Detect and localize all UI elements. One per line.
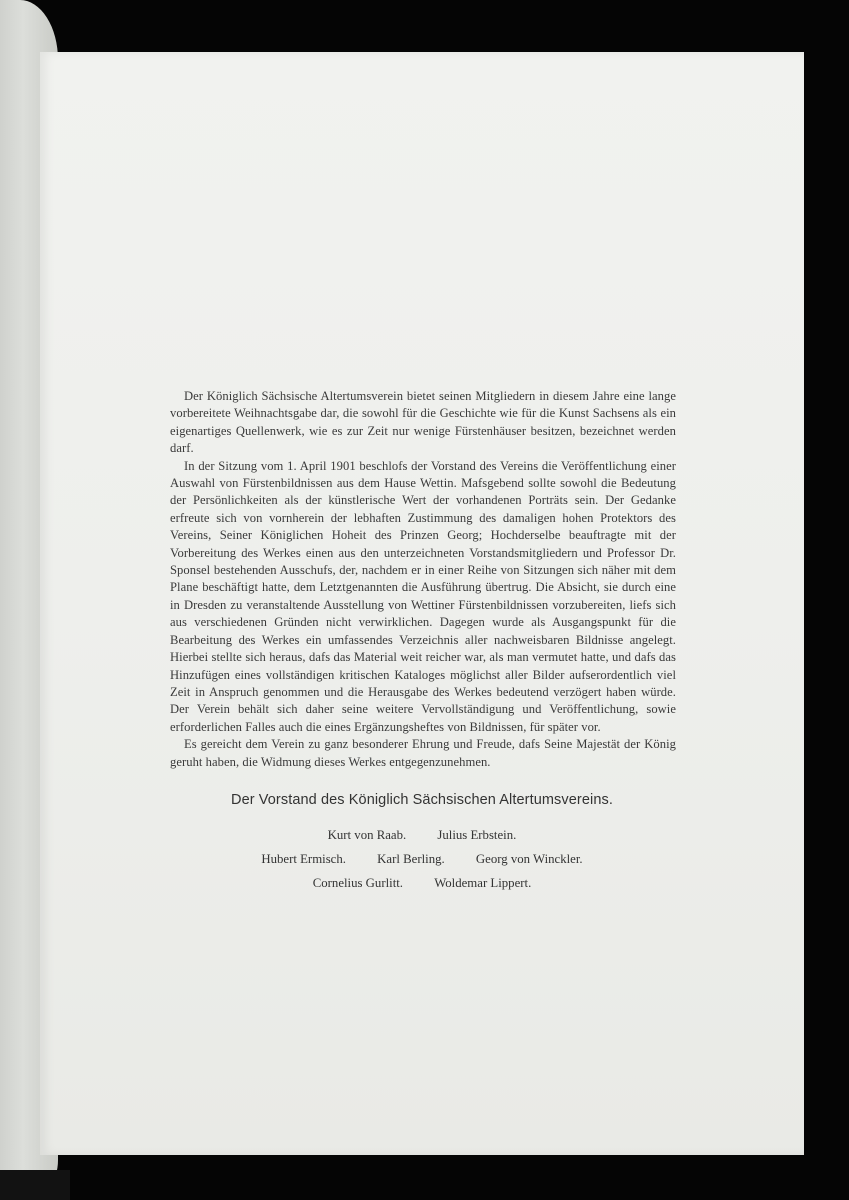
signatory-name: Karl Berling.: [377, 852, 445, 866]
background-shadow: [0, 1170, 70, 1200]
signatory-name: Hubert Ermisch.: [261, 852, 346, 866]
signature-row-1: [40, 828, 804, 843]
paragraph-3: Es gereicht dem Verein zu ganz besonderer Ehrung und Freude, dafs Seine Majestät der König geruht haben, die Widmung dieses Werkes entgegenzunehmen.: [170, 737, 676, 769]
signatory-name: Cornelius Gurlitt.: [312, 876, 404, 890]
signatory-name: Woldemar Lippert.: [434, 876, 532, 890]
paragraph-2: In der Sitzung vom 1. April 1901 beschlofs der Vorstand des Vereins die Veröffentlichung einer Auswahl von Fürstenbildnissen aus dem Hause Wettin. Mafsgebend sollte sowohl die Bedeutung der Persönlichkeiten als der künstlerische Wert der vorhandenen Porträts sein. Der Gedanke erfreute sich von vornherein der lebhaften Zustimmung des damaligen hohen Protektors des Vereins, Seiner Königlichen Hoheit des Prinzen Georg; Hochderselbe beauftragte mit der Vorbereitung des Werkes einen aus den unterzeichneten Vorstandsmitgliedern und Professor Dr. Sponsel bestehenden Ausschufs, der, nachdem er in einer Reihe von Sitzungen sich näher mit dem Plane beschäftigt hatte, dem Letztgenannten die Ausführung übertrug. Die Absicht, sie durch eine in Dresden zu veranstaltende Ausstellung von Wettiner Fürstenbildnissen vorzubereiten, liefs sich aus verschiedenen Gründen nicht verwirklichen. Dagegen wurde als Ausgangspunkt für die Bearbeitung des Werkes ein umfassendes Verzeichnis aller nachweisbaren Bildnisse angelegt. Hierbei stellte sich heraus, dafs das Material weit reicher war, als man vermutet hatte, und dafs das Hinzufügen eines vollständigen kritischen Kataloges möglichst aller Bilder aufserordentlich viel Zeit in Anspruch genommen und die Herausgabe des Werkes bedeutend verzögert haben würde. Der Verein behält sich daher seine weitere Vervollständigung und Veröffentlichung, sowie erforderlichen Falles auch die eines Ergänzungsheftes von Bildnissen, für später vor.: [170, 458, 676, 734]
signatory-name: Julius Erbstein.: [437, 828, 517, 842]
book-page: [40, 52, 804, 1155]
paragraph-1: Der Königlich Sächsische Altertumsverein bietet seinen Mitgliedern in diesem Jahre eine lange vorbereitete Weihnachtsgabe dar, die sowohl für die Geschichte wie für die Kunst Sachsens als ein eigenartiges Quellenwerk, wie es zur Zeit nur wenige Fürstenhäuser besitzen, bezeichnet werden darf.: [170, 389, 676, 456]
signatory-name: Georg von Winckler.: [475, 852, 583, 866]
signature-heading: Der Vorstand des Königlich Sächsischen Altertumsvereins.: [231, 792, 613, 808]
signature-row-2: [40, 852, 804, 867]
signatory-name: Kurt von Raab.: [327, 828, 407, 842]
preface-text: [170, 388, 676, 771]
signature-row-3: [40, 876, 804, 891]
